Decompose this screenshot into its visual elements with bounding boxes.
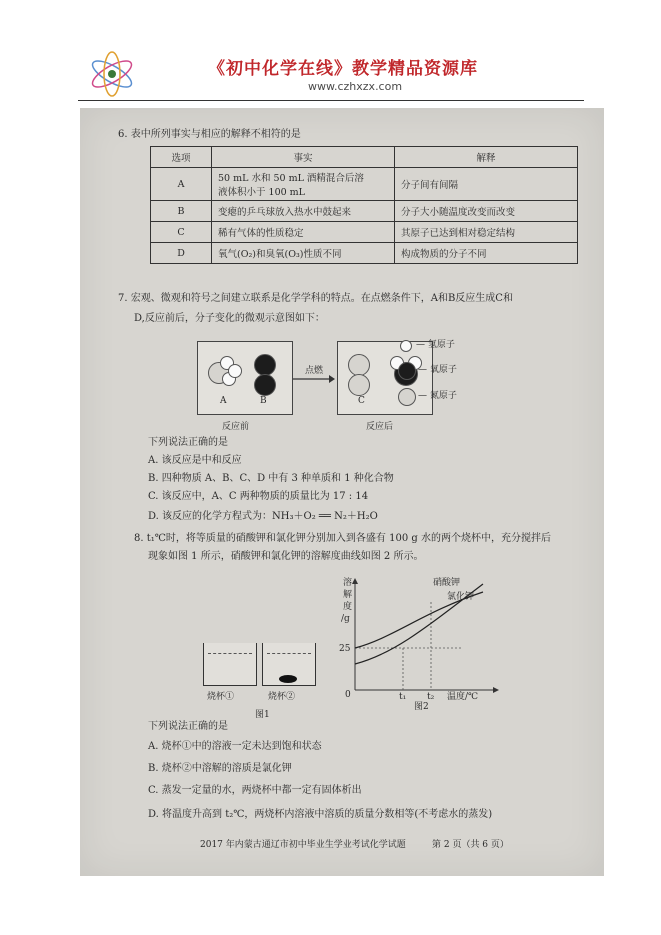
exam-footer-title: 2017 年内蒙古通辽市初中毕业生学业考试化学试题 xyxy=(200,840,406,850)
q8-stem-line1: 8. t₁℃时，将等质量的硝酸钾和氯化钾分别加入到各盛有 100 g 水的两个烧杯中，充分搅拌后 xyxy=(134,533,551,544)
atom-logo-icon xyxy=(86,50,138,98)
beaker-1 xyxy=(203,643,257,686)
row-explanation: 分子间有间隔 xyxy=(395,168,578,201)
x-axis-label: 温度/℃ xyxy=(447,692,479,702)
ylabel-unit: /g xyxy=(341,614,350,624)
legend-kcl: 氯化钾 xyxy=(447,592,475,602)
label-B: B xyxy=(260,396,267,406)
q8-option-c: C. 蒸发一定量的水，两烧杯中都一定有固体析出 xyxy=(148,785,362,796)
row-fact-line2: 液体积小于 100 mL xyxy=(218,187,305,198)
row-fact-line1: 50 mL 水和 50 mL 酒精混合后溶 xyxy=(218,173,364,184)
xtick-t2: t₂ xyxy=(427,692,435,702)
row-explanation: 分子大小随温度改变而改变 xyxy=(395,201,578,222)
before-box xyxy=(197,341,293,415)
ignite-label: 点燃 xyxy=(304,366,323,376)
header-divider xyxy=(78,100,584,101)
row-fact: 变瘪的乒乓球放入热水中鼓起来 xyxy=(212,201,395,222)
table-row xyxy=(151,222,578,243)
table-row xyxy=(151,243,578,264)
hydrogen-atom-icon xyxy=(228,364,242,378)
q8-stem-line2: 现象如图 1 所示，硝酸钾和氯化钾的溶解度曲线如图 2 所示。 xyxy=(148,551,424,562)
legend-oxygen: — 氧原子 xyxy=(418,365,457,375)
legend-kno3: 硝酸钾 xyxy=(433,578,461,588)
table-header-row xyxy=(151,147,578,168)
ylabel-char1: 溶 xyxy=(343,578,353,588)
col-header-option: 选项 xyxy=(151,147,212,168)
nitrogen-atom-icon xyxy=(348,374,370,396)
fig2-caption: 图2 xyxy=(414,702,429,712)
brand-title: 《初中化学在线》教学精品资源库 xyxy=(208,59,478,79)
q7-stem-line1: 7. 宏观、微观和符号之间建立联系是化学学科的特点。在点燃条件下，A和B反应生成C和 xyxy=(118,293,513,304)
row-fact xyxy=(212,168,395,201)
row-explanation: 其原子已达到相对稳定结构 xyxy=(395,222,578,243)
nitrogen-atom-icon xyxy=(398,388,416,406)
q6-stem: 6. 表中所列事实与相应的解释不相符的是 xyxy=(118,129,301,140)
nitrogen-atom-icon xyxy=(348,354,370,376)
col-header-fact: 事实 xyxy=(212,147,395,168)
ytick-25: 25 xyxy=(339,644,351,654)
reaction-arrow-icon xyxy=(293,375,335,383)
legend-nitrogen: — 氮原子 xyxy=(418,391,457,401)
q8-option-b: B. 烧杯②中溶解的溶质是氯化钾 xyxy=(148,763,292,774)
atom-legend xyxy=(400,336,520,416)
legend-hydrogen: — 氢原子 xyxy=(416,340,455,350)
site-header xyxy=(78,48,584,104)
row-fact: 氧气(O₂)和臭氧(O₃)性质不同 xyxy=(212,243,395,264)
site-url[interactable]: www.czhxzx.com xyxy=(308,80,403,93)
q7-option-b: B. 四种物质 A、B、C、D 中有 3 种单质和 1 种化合物 xyxy=(148,473,394,484)
page-number: 第 2 页（共 6 页） xyxy=(432,840,509,850)
oxygen-atom-icon xyxy=(398,362,416,380)
row-fact: 稀有气体的性质稳定 xyxy=(212,222,395,243)
q8-option-a: A. 烧杯①中的溶液一定未达到饱和状态 xyxy=(148,741,322,752)
solubility-chart xyxy=(333,578,503,708)
fig1-caption: 图1 xyxy=(255,710,270,720)
hydrogen-atom-icon xyxy=(400,340,412,352)
q7-option-a: A. 该反应是中和反应 xyxy=(148,455,242,466)
table-row xyxy=(151,168,578,201)
q6-table xyxy=(150,146,578,264)
oxygen-atom-icon xyxy=(254,374,276,396)
row-option: D xyxy=(151,243,212,264)
label-A: A xyxy=(220,396,227,406)
table-row xyxy=(151,201,578,222)
before-caption: 反应前 xyxy=(222,422,250,432)
q7-stem-line2: D,反应前后，分子变化的微观示意图如下： xyxy=(134,313,325,324)
after-caption: 反应后 xyxy=(366,422,394,432)
q7-prompt: 下列说法正确的是 xyxy=(148,437,228,448)
liquid-level xyxy=(208,653,252,654)
q8-prompt: 下列说法正确的是 xyxy=(148,721,228,732)
ytick-0: 0 xyxy=(345,690,351,700)
q7-option-d: D. 该反应的化学方程式为：NH₃＋O₂ ══ N₂＋H₂O xyxy=(148,511,378,522)
col-header-explanation: 解释 xyxy=(395,147,578,168)
liquid-level xyxy=(267,653,311,654)
row-option: C xyxy=(151,222,212,243)
xtick-t1: t₁ xyxy=(399,692,407,702)
row-option: A xyxy=(151,168,212,201)
label-C: C xyxy=(358,396,365,406)
row-option: B xyxy=(151,201,212,222)
row-explanation: 构成物质的分子不同 xyxy=(395,243,578,264)
ylabel-char3: 度 xyxy=(343,602,353,612)
beaker-1-label: 烧杯① xyxy=(207,692,235,702)
ylabel-char2: 解 xyxy=(343,590,353,600)
oxygen-atom-icon xyxy=(254,354,276,376)
q7-option-c: C. 该反应中，A、C 两种物质的质量比为 17 : 14 xyxy=(148,491,369,502)
undissolved-solid xyxy=(279,675,297,683)
q8-option-d: D. 将温度升高到 t₂℃，两烧杯内溶液中溶质的质量分数相等(不考虑水的蒸发) xyxy=(148,809,493,820)
beaker-2 xyxy=(262,643,316,686)
beaker-2-label: 烧杯② xyxy=(268,692,296,702)
chart-axes xyxy=(333,578,503,708)
